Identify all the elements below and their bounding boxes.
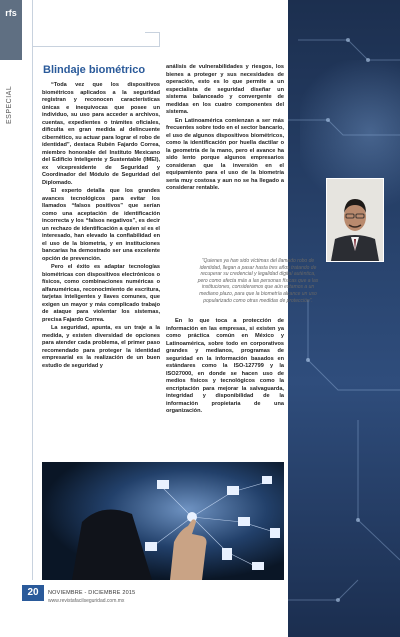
paragraph: “Toda vez que los dispositivos biométricos aplicados a la seguridad registran y reconocen características únicas e inequívocas que posee un individuo, su uso para acceder a archivos, cuentas, expedientes o trámites oficiales, dificulta en gran medida al delincuente cibernético, su actuar para lograr el robo de identidad”, destaca Rubén Fajardo Correa, miembro honorable del Instituto Mexicano del Edificio Inteligente y Sustentable (IMEI), ex vicepresidente de Seguridad y Coordinador del Módulo de Seguridad del Diplomado. <box>42 82 160 186</box>
right-column-top <box>166 64 284 194</box>
frame-line <box>32 0 33 580</box>
frame-corner <box>145 32 160 47</box>
technology-illustration <box>42 462 284 580</box>
issue-date: NOVIEMBRE - DICIEMBRE 2015 <box>48 590 136 596</box>
section-label <box>4 68 18 128</box>
left-column <box>42 82 160 371</box>
paragraph: análisis de vulnerabilidades y riesgos, los bienes a proteger y sus necesidades de operación, esto es lo que permite a un especialista de seguridad diseñar un sistema balanceado y convergente de medidas en los cuatro componentes del sistema. <box>166 64 284 115</box>
person-portrait-icon <box>327 179 383 261</box>
paragraph: En lo que toca a protección de información en las empresas, si existen ya como práctica común en México y Latinoamérica, sobre todo en corporativos grandes y medianos, programas de seguridad en la información basados en estándares como la ISO-127799 y la ISO27000, en donde se hacen uso de medios físicos y tecnológicos como la encriptación para mejorar la salvaguarda, integridad y disponibilidad de la información propietaria de una organización. <box>166 318 284 414</box>
hand-touching-network-icon <box>42 462 284 580</box>
magazine-url[interactable]: www.revistafacilseguridad.com.mx <box>48 598 125 604</box>
section-label-text: ESPECIAL <box>6 85 13 124</box>
corner-tab <box>0 0 22 60</box>
portrait-photo <box>326 178 384 262</box>
magazine-logo: rfs <box>5 8 17 18</box>
paragraph: El experto detalla que los grandes avances tecnológicos para evitar los llamados “falsos positivos” que serían como una aceptación de identificación incorrecta y los “falsos negativos”, es decir un rechazo de identificación a quien sí es el interesado, han elevado la confiabilidad en el uso de la biometría, y en instituciones bancarias ha demostrado ser una excelente opción de prevención. <box>42 188 160 262</box>
right-column-bottom <box>166 318 284 417</box>
page-number: 20 <box>22 585 44 601</box>
frame-line <box>32 46 160 47</box>
pull-quote: “Quienes ya han sido víctimas del llamado robo de identidad, llegan a pasar hasta tres años tratando de recuperar su credencial y legalidad digital auténtica, pero como afecta más a las personas físicas que a las instituciones, consideramos que aún estamos a un mediano plazo, para que la biometría alcance un uso popularizado como otras medidas de protección”. <box>197 258 319 304</box>
paragraph: Pero el éxito es adaptar tecnologías biométricas con dispositivos electrónicos o físicos, como combinaciones numéricas o alfanuméricas, reconocimiento de escritura, tarjetas inteligentes y llaves comunes, que exigen un mayor y más complicado trabajo de ataque para violentar los sistemas, precisa Fajardo Correa. <box>42 264 160 323</box>
paragraph: La seguridad, apunta, es un traje a la medida, y existen diversidad de opciones para atender cada problema, el primer paso recomendado para proteger la identidad empresarial es la realización de un buen estudio de seguridad y <box>42 325 160 369</box>
article-title: Blindaje biométrico <box>43 64 146 76</box>
paragraph: En Latinoamérica comienzan a ser más frecuentes sobre todo en el sector bancario, el uso de algunos dispositivos biométricos, como la identificación por huella dactilar o la geometría de la mano, pero el avance ha sido lento porque algunos empresarios consideran que la inversión en el equipamiento para el uso de la biometría sería muy costosa y aun no se ha llegado a considerar rentable. <box>166 117 284 191</box>
